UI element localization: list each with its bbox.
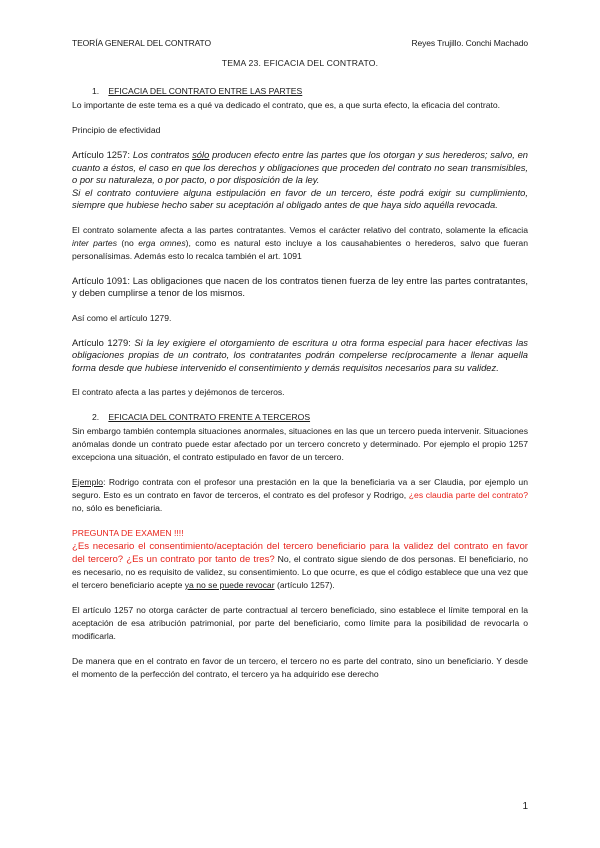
paragraph-example	[72, 476, 528, 515]
exam-question-text: ¿Es necesario el consentimiento/aceptación del tercero beneficiario para la validez del contrato en favor del tercero? ¿Es un contrato por tanto de tres?	[72, 541, 528, 565]
article-1279-quote	[72, 337, 528, 375]
article-1257-label: Artículo 1257:	[72, 149, 133, 160]
article-1257-text-a: Los contratos	[132, 149, 193, 160]
article-1279-text: Si la ley exigiere el otorgamiento de escritura u otra forma especial para hacer efectivas las obligaciones propias de un contrato, los contratantes podrán compelerse recíprocamente a llenar aquella forma desde que hubiese intervenido el consentimiento y demás requisitos necesarios para su validez.	[72, 336, 528, 373]
relative-erga-omnes: erga omnes	[138, 237, 186, 248]
exam-question-block	[72, 540, 528, 592]
exam-answer-text-a: No, el contrato sigue siendo de dos personas. El beneficiario, no es necesario, no es requisito de validez, su consentimiento. Lo que ocurre, es que el código establece que una vez que el tercero beneficiario acepte	[72, 554, 528, 590]
example-answer: no, sólo es beneficiaria.	[72, 503, 163, 513]
relative-text-a: El contrato solamente afecta a las partes contratantes. Vemos el carácter relativo del contrato, solamente la eficacia	[72, 224, 528, 235]
article-1257-emphasis: sólo	[192, 149, 210, 160]
relative-text-e: ), como es natural esto incluye a los causahabientes o herederos, salvo que fueran personalísimas. Además esto lo recalca también el art. 1091	[72, 237, 528, 261]
article-1091-text: Las obligaciones que nacen de los contratos tienen fuerza de ley entre las partes contratantes, y deben cumplirse a tenor de los mismos.	[72, 274, 529, 298]
article-1279-label: Artículo 1279:	[72, 336, 135, 348]
section-1-number: 1.	[92, 86, 100, 96]
article-1091-quote	[72, 275, 528, 300]
section-2-heading	[72, 411, 528, 424]
header-authors: Reyes Trujillo. Conchi Machado	[411, 38, 528, 48]
paragraph-intro: Lo importante de este tema es a qué va dedicado el contrato, que es, a que surta efecto, la eficacia del contrato.	[72, 100, 501, 110]
relative-inter-partes: inter partes	[72, 237, 117, 248]
article-1257-text-b: producen efecto entre las partes que los otorgan y sus herederos; salvo, en cuanto a éstos, el caso en que los derechos y obligaciones que proceden del contrato no sean transmisibles, o por su naturaleza, o por pacto, o por disposición de la ley.	[72, 149, 529, 185]
article-1257-second-clause: Si el contrato contuviere alguna estipulación en favor de un tercero, éste podrá exigir su cumplimiento, siempre que hubiese hecho saber su aceptación al obligado antes de que haya sido aquélla revocada.	[72, 186, 528, 210]
exam-answer-text-b: (artículo 1257).	[274, 580, 335, 590]
page-header	[72, 38, 528, 50]
header-course-title: TEORÍA GENERAL DEL CONTRATO	[72, 38, 211, 48]
paragraph-article-1257-commentary: El artículo 1257 no otorga carácter de parte contractual al tercero beneficiado, sino establece el límite temporal en la aceptación de esa atribución patrimonial, por parte del beneficiario, como límite para la posibilidad de revocarla o modificarla.	[72, 605, 528, 641]
exam-question-heading: PREGUNTA DE EXAMEN !!!!	[72, 528, 184, 538]
paragraph-third-party-beneficiary: De manera que en el contrato en favor de un tercero, el tercero no es parte del contrato, sino un beneficiario. Y desde el momento de la perfección del contrato, el tercero ya ha adquirido ese derecho	[72, 656, 528, 679]
section-1-title: EFICACIA DEL CONTRATO ENTRE LAS PARTES	[108, 86, 303, 96]
exam-answer-emphasis: ya no se puede revocar	[184, 580, 275, 590]
example-question: ¿es claudia parte del contrato?	[408, 490, 528, 500]
example-text: : Rodrigo contrata con el profesor una prestación en la que la beneficiaria va a ser Claudia, por ejemplo un seguro. Esto es un contrato en favor de terceros, el contrato es del profesor y Rodrigo,	[72, 477, 528, 500]
principle-heading: Principio de efectividad	[72, 125, 161, 135]
paragraph-relative-character	[72, 224, 528, 263]
article-1091-label: Artículo 1091:	[72, 274, 133, 286]
example-label: Ejemplo	[72, 477, 104, 487]
page-content	[72, 57, 528, 681]
document-title: TEMA 23. EFICACIA DEL CONTRATO.	[221, 58, 379, 68]
article-1257-quote	[72, 149, 528, 187]
paragraph-anomalous-situations: Sin embargo también contempla situaciones anormales, situaciones en las que un tercero pueda intervenir. Situaciones anómalas donde un contrato puede estar afectado por un tercero concreto y determinado. Por ejemplo el propio 1257 excepciona una situación, el contrato estipulado en favor de un tercero.	[72, 426, 528, 462]
section-1-heading	[72, 85, 528, 98]
paragraph-affects-parties: El contrato afecta a las partes y dejémonos de terceros.	[72, 387, 285, 397]
paragraph-article-1279-ref: Así como el artículo 1279.	[72, 312, 172, 323]
section-2-title: EFICACIA DEL CONTRATO FRENTE A TERCEROS	[108, 412, 311, 422]
relative-text-c: (no	[117, 237, 139, 248]
page-number: 1	[522, 801, 528, 812]
section-2-number: 2.	[92, 412, 100, 422]
